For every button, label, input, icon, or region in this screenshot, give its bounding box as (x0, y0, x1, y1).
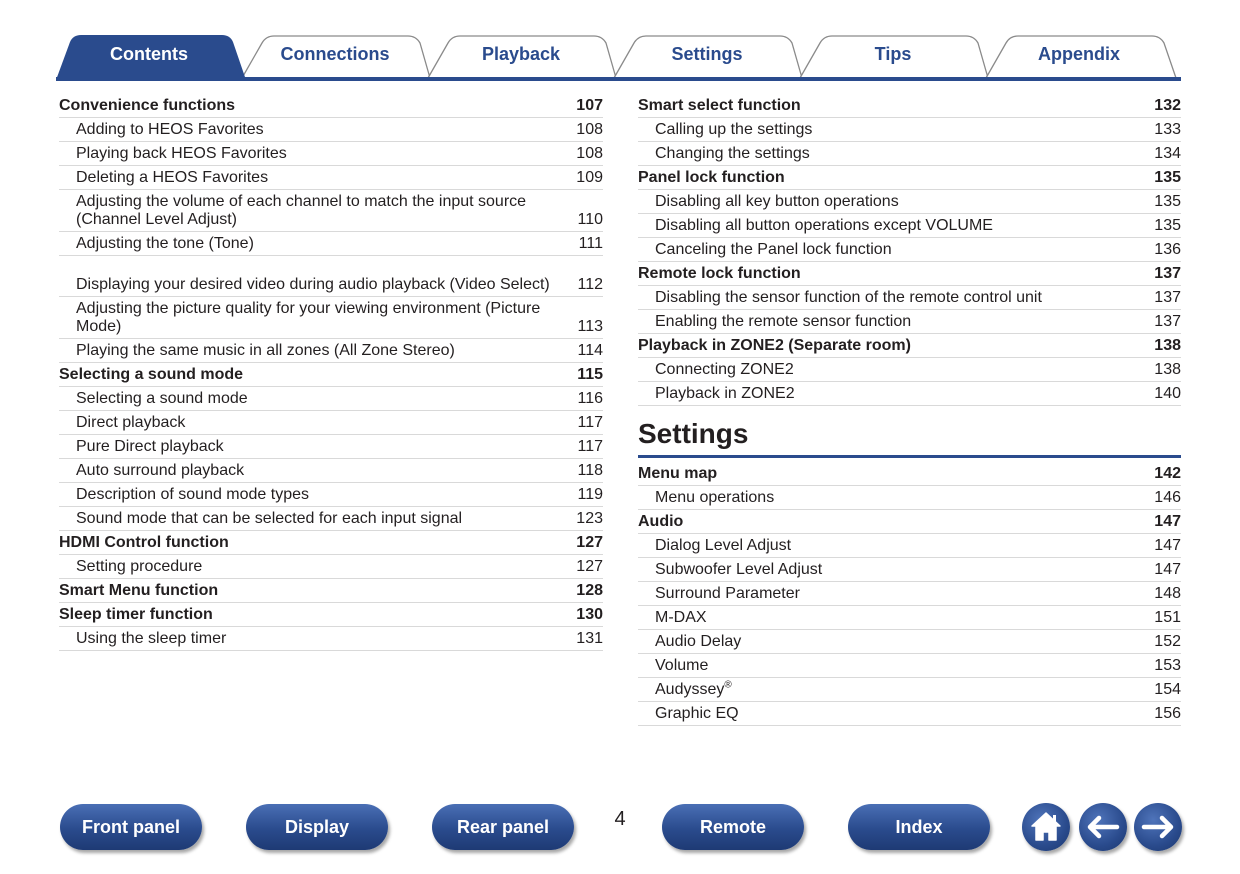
tab-appendix[interactable]: Appendix (1037, 44, 1120, 64)
toc-entry-title-text: Audyssey (655, 681, 725, 698)
toc-entry-row[interactable] (59, 118, 603, 142)
toc-settings-list (638, 462, 1181, 726)
toc-heading-row[interactable] (59, 579, 603, 603)
toc-heading-row[interactable] (59, 94, 603, 118)
toc-entry-title (76, 235, 579, 253)
toc-entry-title (76, 630, 576, 648)
toc-entry-title-text: Surround Parameter (655, 585, 800, 602)
toc-entry-row[interactable] (638, 214, 1181, 238)
toc-entry-page: 134 (1154, 145, 1181, 162)
toc-entry-title-text: Dialog Level Adjust (655, 537, 792, 554)
toc-entry-title (76, 462, 577, 480)
toc-entry-title (655, 609, 1154, 627)
toc-entry-title-text: Selecting a sound mode (59, 366, 244, 383)
toc-entry-title (655, 121, 1154, 139)
toc-entry-title-text: Playback in ZONE2 (655, 385, 795, 402)
toc-entry-title (638, 337, 1154, 355)
toc-entry-title-text: Smart Menu function (59, 582, 219, 599)
toc-entry-title (655, 289, 1154, 307)
toc-entry-page: 137 (1154, 313, 1181, 330)
toc-entry-row[interactable] (638, 630, 1181, 654)
toc-entry-row[interactable] (59, 459, 603, 483)
toc-entry-title-text: Sound mode that can be selected for each input signal (76, 510, 463, 527)
toc-entry-page: 111 (578, 235, 603, 252)
toc-entry-row[interactable] (59, 411, 603, 435)
toc-entry-row[interactable] (638, 558, 1181, 582)
page-number: 4 (614, 808, 626, 830)
toc-entry-page: 142 (1154, 465, 1181, 482)
toc-entry-row[interactable] (638, 238, 1181, 262)
toc-entry-title-text: Description of sound mode types (76, 486, 310, 503)
toc-entry-page: 117 (577, 414, 603, 431)
toc-entry-title-text: Volume (655, 657, 709, 674)
toc-entry-title (655, 585, 1154, 603)
toc-entry-row[interactable] (59, 166, 603, 190)
toc-entry-page: 117 (577, 438, 603, 455)
toc-entry-row[interactable] (59, 435, 603, 459)
toc-entry-title-text: Displaying your desired video during audio playback (Video Select) (76, 276, 550, 293)
toc-entry-row[interactable] (59, 232, 603, 256)
toc-heading-row[interactable] (638, 262, 1181, 286)
toc-entry-title-text: Panel lock function (638, 169, 785, 186)
toc-entry-title-text: Deleting a HEOS Favorites (76, 169, 269, 186)
toc-entry-title (655, 489, 1154, 507)
section-title-settings: Settings (638, 419, 1181, 458)
toc-entry-title (655, 705, 1154, 723)
toc-entry-title-text: HDMI Control function (59, 534, 229, 551)
toc-entry-page: 135 (1154, 193, 1181, 210)
toc-entry-title (76, 145, 576, 163)
toc-right-column (638, 94, 1181, 726)
index-button[interactable]: Index (848, 804, 990, 850)
front-panel-button[interactable]: Front panel (60, 804, 202, 850)
tab-bar (0, 0, 1240, 84)
toc-entry-title (638, 265, 1154, 283)
tab-playback[interactable]: Playback (481, 44, 561, 64)
toc-heading-row[interactable] (59, 603, 603, 627)
toc-entry-row[interactable] (59, 387, 603, 411)
toc-entry-row[interactable] (638, 310, 1181, 334)
toc-entry-title-text: Playback in ZONE2 (Separate room) (638, 337, 911, 354)
toc-entry-title-text: Playing the same music in all zones (All Zone Stereo) (76, 342, 455, 359)
toc-entry-title-text: Sleep timer function (59, 606, 213, 623)
toc-entry-page: 132 (1154, 97, 1181, 114)
arrow-right-icon (1134, 803, 1182, 851)
toc-entry-title-text: M-DAX (655, 609, 707, 626)
back-button[interactable] (1079, 803, 1127, 851)
display-button[interactable]: Display (246, 804, 388, 850)
toc-entry-title (638, 513, 1154, 531)
toc-entry-page: 130 (576, 606, 603, 623)
toc-entry-row[interactable] (59, 483, 603, 507)
toc-entry-page: 146 (1154, 489, 1181, 506)
toc-entry-page: 147 (1154, 513, 1181, 530)
toc-entry-title (59, 534, 576, 552)
toc-entry-title-text: Remote lock function (638, 265, 801, 282)
toc-entry-title (76, 390, 577, 408)
toc-entry-title (59, 606, 576, 624)
toc-entry-page: 147 (1154, 537, 1181, 554)
forward-button[interactable] (1134, 803, 1182, 851)
toc-entry-page: 137 (1154, 265, 1181, 282)
toc-entry-page: 154 (1154, 681, 1181, 698)
toc-entry-title-text: Disabling the sensor function of the remote control unit (655, 289, 1042, 306)
registered-mark: ® (724, 679, 732, 691)
toc-entry-title-text: Pure Direct playback (76, 438, 224, 455)
toc-entry-page: 116 (577, 390, 603, 407)
toc-entry-title-text: Auto surround playback (76, 462, 245, 479)
toc-entry-page: 127 (576, 534, 603, 551)
toc-entry-page: 119 (577, 486, 603, 503)
toc-entry-page: 138 (1154, 361, 1181, 378)
toc-entry-title-text: Playing back HEOS Favorites (76, 145, 287, 162)
toc-entry-page: 153 (1154, 657, 1181, 674)
toc-entry-row[interactable] (638, 486, 1181, 510)
toc-entry-title-text: Audio Delay (655, 633, 742, 650)
toc-entry-title (655, 657, 1154, 675)
toc-entry-row[interactable] (638, 190, 1181, 214)
toc-entry-title (59, 97, 576, 115)
toc-entry-title (655, 633, 1154, 651)
toc-entry-page: 107 (576, 97, 603, 114)
toc-entry-title (655, 241, 1154, 259)
toc-entry-title-text: Graphic EQ (655, 705, 739, 722)
toc-entry-title (655, 361, 1154, 379)
toc-entry-title-text: Setting procedure (76, 558, 203, 575)
toc-entry-page: 140 (1154, 385, 1181, 402)
toc-entry-page: 127 (576, 558, 603, 575)
toc-entry-title-text: Smart select function (638, 97, 801, 114)
toc-entry-row[interactable] (638, 382, 1181, 406)
toc-entry-title-text: Using the sleep timer (76, 630, 227, 647)
toc-entry-title-text: Selecting a sound mode (76, 390, 248, 407)
toc-left-column (59, 94, 603, 651)
toc-entry-page: 135 (1154, 217, 1181, 234)
toc-entry-page: 135 (1154, 169, 1181, 186)
toc-entry-page: 152 (1154, 633, 1181, 650)
toc-entry-page: 133 (1154, 121, 1181, 138)
toc-heading-row[interactable] (638, 334, 1181, 358)
toc-entry-row[interactable] (638, 606, 1181, 630)
toc-heading-row[interactable] (638, 166, 1181, 190)
toc-entry-title (638, 97, 1154, 115)
toc-entry-row[interactable] (638, 118, 1181, 142)
toc-entry-title-text: Adding to HEOS Favorites (76, 121, 264, 138)
tab-bar-shapes (0, 0, 1240, 84)
toc-entry-title-text: Menu operations (655, 489, 775, 506)
tab-tips[interactable]: Tips (874, 44, 912, 64)
toc-entry-page: 137 (1154, 289, 1181, 306)
toc-entry-page: 114 (577, 342, 603, 359)
toc-heading-row[interactable] (638, 94, 1181, 118)
home-button[interactable] (1022, 803, 1070, 851)
arrow-left-icon (1079, 803, 1127, 851)
toc-entry-page: 113 (577, 318, 603, 335)
toc-entry-title-text: Connecting ZONE2 (655, 361, 794, 378)
toc-entry-row[interactable] (638, 702, 1181, 726)
toc-entry-title-text: Adjusting the tone (Tone) (76, 235, 254, 252)
toc-entry-row[interactable] (638, 142, 1181, 166)
toc-entry-row[interactable] (638, 286, 1181, 310)
toc-entry-title-text: Calling up the settings (655, 121, 813, 138)
toc-entry-page: 118 (577, 462, 603, 479)
toc-entry-title (76, 169, 576, 187)
toc-entry-page: 112 (577, 276, 603, 293)
toc-entry-page: 108 (576, 145, 603, 162)
home-icon (1022, 803, 1070, 851)
toc-heading-row[interactable] (59, 531, 603, 555)
toc-entry-row[interactable] (638, 678, 1181, 702)
tab-contents[interactable]: Contents (110, 44, 188, 64)
toc-heading-row[interactable] (638, 462, 1181, 486)
toc-right-top-list (638, 94, 1181, 406)
toc-entry-page: 147 (1154, 561, 1181, 578)
toc-entry-title-text: Adjusting the picture quality for your viewing environment (Picture Mode) (76, 300, 541, 335)
toc-entry-title-text: Convenience functions (59, 97, 236, 114)
toc-entry-row[interactable] (638, 534, 1181, 558)
toc-entry-title (655, 145, 1154, 163)
toc-entry-row[interactable] (59, 256, 603, 297)
toc-entry-row[interactable] (59, 555, 603, 579)
toc-entry-title (655, 217, 1154, 235)
toc-entry-row[interactable] (638, 654, 1181, 678)
toc-entry-page: 128 (576, 582, 603, 599)
toc-entry-row[interactable] (638, 582, 1181, 606)
toc-entry-title (76, 121, 576, 139)
toc-entry-title (76, 414, 577, 432)
toc-entry-title-text: Disabling all button operations except VOLUME (655, 217, 993, 234)
toc-entry-row[interactable] (638, 358, 1181, 382)
tab-settings[interactable]: Settings (671, 44, 743, 64)
toc-entry-title (76, 300, 577, 336)
toc-entry-title (76, 193, 577, 229)
toc-entry-page: 151 (1154, 609, 1181, 626)
toc-entry-title-text: Adjusting the volume of each channel to match the input source (Channel Level Adjust) (76, 193, 527, 228)
toc-entry-title (655, 561, 1154, 579)
toc-entry-page: 148 (1154, 585, 1181, 602)
toc-entry-title (655, 385, 1154, 403)
toc-entry-title-text: Changing the settings (655, 145, 810, 162)
tab-connections[interactable]: Connections (280, 44, 390, 64)
toc-entry-row[interactable] (59, 142, 603, 166)
toc-entry-page: 136 (1154, 241, 1181, 258)
toc-entry-title-text: Audio (638, 513, 684, 530)
toc-entry-title-text: Disabling all key button operations (655, 193, 899, 210)
toc-entry-page: 123 (576, 510, 603, 527)
toc-entry-title-text: Menu map (638, 465, 718, 482)
toc-entry-title (655, 313, 1154, 331)
rear-panel-button[interactable]: Rear panel (432, 804, 574, 850)
toc-entry-title (76, 558, 576, 576)
toc-entry-title-text: Enabling the remote sensor function (655, 313, 912, 330)
toc-entry-title (638, 465, 1154, 483)
toc-heading-row[interactable] (59, 363, 603, 387)
toc-entry-row[interactable] (59, 339, 603, 363)
toc-entry-title (76, 342, 577, 360)
toc-entry-title (655, 537, 1154, 555)
toc-entry-title (76, 276, 577, 294)
toc-entry-page: 109 (576, 169, 603, 186)
toc-entry-page: 156 (1154, 705, 1181, 722)
toc-entry-row[interactable] (59, 507, 603, 531)
toc-entry-page: 138 (1154, 337, 1181, 354)
toc-entry-title (638, 169, 1154, 187)
toc-entry-page: 131 (576, 630, 603, 647)
toc-entry-title-text: Direct playback (76, 414, 186, 431)
toc-entry-title (59, 366, 577, 384)
toc-entry-title (655, 193, 1154, 211)
toc-entry-row[interactable] (59, 297, 603, 339)
toc-entry-title (76, 438, 577, 456)
toc-entry-row[interactable] (59, 627, 603, 651)
toc-entry-page: 115 (577, 366, 603, 383)
toc-entry-title (76, 486, 577, 504)
toc-entry-title (59, 582, 576, 600)
toc-entry-title (655, 681, 1154, 699)
toc-entry-title (76, 510, 576, 528)
remote-button[interactable]: Remote (662, 804, 804, 850)
toc-entry-page: 108 (576, 121, 603, 138)
toc-entry-row[interactable] (59, 190, 603, 232)
toc-entry-title-text: Subwoofer Level Adjust (655, 561, 823, 578)
toc-entry-page: 110 (577, 211, 603, 228)
toc-heading-row[interactable] (638, 510, 1181, 534)
toc-entry-title-text: Canceling the Panel lock function (655, 241, 892, 258)
